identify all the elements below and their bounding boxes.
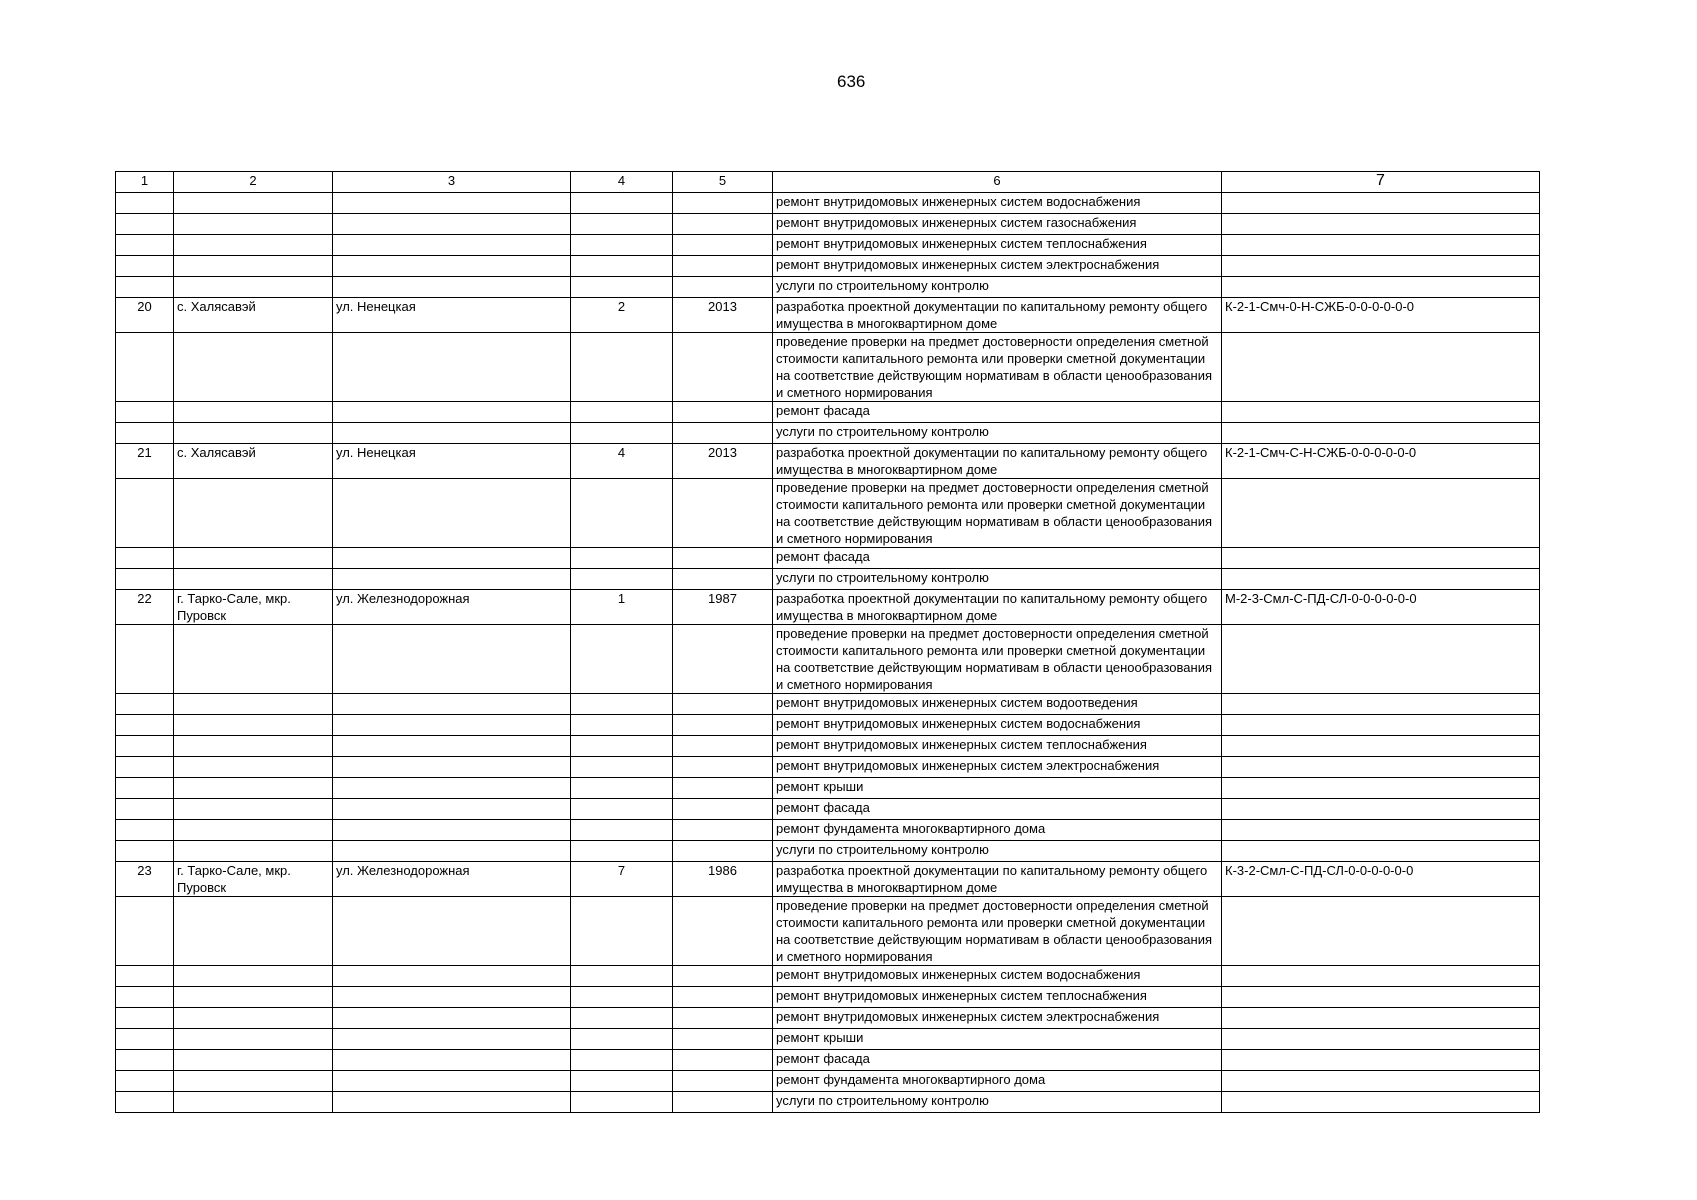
year-cell	[673, 966, 773, 987]
year-cell	[673, 897, 773, 966]
work-type-cell: проведение проверки на предмет достоверности определения сметной стоимости капитального ремонта или проверки сметной документации на соответствие действующим нормативам в области ценообразования и сметного нормирования	[773, 897, 1222, 966]
year-cell	[673, 694, 773, 715]
house-number-cell	[571, 799, 673, 820]
code-cell	[1222, 256, 1540, 277]
header-cell-5: 5	[673, 172, 773, 193]
year-cell	[673, 1050, 773, 1071]
table-row	[116, 799, 1540, 820]
table-row	[116, 987, 1540, 1008]
row-number-cell	[116, 1050, 174, 1071]
year-cell	[673, 277, 773, 298]
settlement-cell	[174, 625, 333, 694]
settlement-cell: г. Тарко-Сале, мкр. Пуровск	[174, 590, 333, 625]
work-type-cell: ремонт фасада	[773, 548, 1222, 569]
table-row	[116, 277, 1540, 298]
work-type-cell: проведение проверки на предмет достоверности определения сметной стоимости капитального ремонта или проверки сметной документации на соответствие действующим нормативам в области ценообразования и сметного нормирования	[773, 625, 1222, 694]
code-cell	[1222, 820, 1540, 841]
row-number-cell	[116, 987, 174, 1008]
house-number-cell: 1	[571, 590, 673, 625]
settlement-cell	[174, 256, 333, 277]
header-cell-1: 1	[116, 172, 174, 193]
settlement-cell	[174, 1050, 333, 1071]
row-number-cell	[116, 402, 174, 423]
code-cell	[1222, 193, 1540, 214]
table-row	[116, 298, 1540, 333]
street-cell	[333, 193, 571, 214]
table-row	[116, 548, 1540, 569]
settlement-cell	[174, 548, 333, 569]
street-cell: ул. Железнодорожная	[333, 590, 571, 625]
row-number-cell	[116, 897, 174, 966]
table-row	[116, 333, 1540, 402]
house-number-cell	[571, 1050, 673, 1071]
house-number-cell	[571, 569, 673, 590]
table-row	[116, 1029, 1540, 1050]
row-number-cell	[116, 193, 174, 214]
work-type-cell: ремонт внутридомовых инженерных систем газоснабжения	[773, 214, 1222, 235]
street-cell	[333, 548, 571, 569]
year-cell	[673, 1008, 773, 1029]
street-cell	[333, 715, 571, 736]
settlement-cell	[174, 214, 333, 235]
year-cell	[673, 1092, 773, 1113]
year-cell	[673, 235, 773, 256]
settlement-cell	[174, 479, 333, 548]
table-row	[116, 841, 1540, 862]
row-number-cell	[116, 235, 174, 256]
house-number-cell	[571, 1071, 673, 1092]
street-cell	[333, 333, 571, 402]
code-cell	[1222, 1008, 1540, 1029]
house-number-cell	[571, 333, 673, 402]
settlement-cell	[174, 569, 333, 590]
street-cell	[333, 569, 571, 590]
table-row	[116, 736, 1540, 757]
settlement-cell	[174, 715, 333, 736]
house-number-cell	[571, 277, 673, 298]
table-row	[116, 423, 1540, 444]
work-type-cell: ремонт внутридомовых инженерных систем водоотведения	[773, 694, 1222, 715]
code-cell: К-3-2-Смл-С-ПД-СЛ-0-0-0-0-0-0	[1222, 862, 1540, 897]
year-cell	[673, 423, 773, 444]
work-type-cell: ремонт крыши	[773, 778, 1222, 799]
row-number-cell	[116, 256, 174, 277]
code-cell	[1222, 715, 1540, 736]
work-type-cell: услуги по строительному контролю	[773, 569, 1222, 590]
table-row	[116, 694, 1540, 715]
settlement-cell	[174, 1008, 333, 1029]
work-type-cell: ремонт внутридомовых инженерных систем водоснабжения	[773, 715, 1222, 736]
house-number-cell	[571, 548, 673, 569]
house-number-cell	[571, 625, 673, 694]
settlement-cell	[174, 1092, 333, 1113]
table-row	[116, 444, 1540, 479]
street-cell	[333, 277, 571, 298]
table-row	[116, 820, 1540, 841]
code-cell	[1222, 479, 1540, 548]
work-type-cell: ремонт внутридомовых инженерных систем теплоснабжения	[773, 736, 1222, 757]
table-row	[116, 862, 1540, 897]
year-cell: 1987	[673, 590, 773, 625]
row-number-cell	[116, 820, 174, 841]
house-number-cell	[571, 694, 673, 715]
street-cell: ул. Железнодорожная	[333, 862, 571, 897]
street-cell	[333, 1050, 571, 1071]
house-number-cell	[571, 897, 673, 966]
row-number-cell	[116, 214, 174, 235]
settlement-cell	[174, 402, 333, 423]
settlement-cell	[174, 966, 333, 987]
street-cell	[333, 820, 571, 841]
year-cell	[673, 256, 773, 277]
street-cell: ул. Ненецкая	[333, 444, 571, 479]
row-number-cell	[116, 1092, 174, 1113]
year-cell	[673, 479, 773, 548]
work-type-cell: проведение проверки на предмет достоверности определения сметной стоимости капитального ремонта или проверки сметной документации на соответствие действующим нормативам в области ценообразования и сметного нормирования	[773, 333, 1222, 402]
code-cell	[1222, 757, 1540, 778]
house-number-cell	[571, 479, 673, 548]
works-table	[115, 171, 1540, 1113]
code-cell	[1222, 1092, 1540, 1113]
code-cell	[1222, 235, 1540, 256]
settlement-cell	[174, 193, 333, 214]
house-number-cell	[571, 214, 673, 235]
work-type-cell: проведение проверки на предмет достоверности определения сметной стоимости капитального ремонта или проверки сметной документации на соответствие действующим нормативам в области ценообразования и сметного нормирования	[773, 479, 1222, 548]
work-type-cell: услуги по строительному контролю	[773, 1092, 1222, 1113]
settlement-cell	[174, 736, 333, 757]
header-cell-7: 7	[1222, 172, 1540, 193]
code-cell	[1222, 799, 1540, 820]
work-type-cell: услуги по строительному контролю	[773, 841, 1222, 862]
street-cell	[333, 1092, 571, 1113]
table-row	[116, 778, 1540, 799]
house-number-cell	[571, 1029, 673, 1050]
code-cell	[1222, 841, 1540, 862]
row-number-cell	[116, 333, 174, 402]
work-type-cell: ремонт фасада	[773, 799, 1222, 820]
work-type-cell: ремонт внутридомовых инженерных систем электроснабжения	[773, 1008, 1222, 1029]
code-cell	[1222, 1071, 1540, 1092]
street-cell	[333, 1029, 571, 1050]
street-cell	[333, 479, 571, 548]
table-row	[116, 1008, 1540, 1029]
settlement-cell	[174, 799, 333, 820]
street-cell	[333, 1008, 571, 1029]
year-cell: 2013	[673, 298, 773, 333]
year-cell	[673, 548, 773, 569]
row-number-cell	[116, 966, 174, 987]
table-row	[116, 193, 1540, 214]
street-cell	[333, 694, 571, 715]
table-row	[116, 256, 1540, 277]
work-type-cell: ремонт фасада	[773, 1050, 1222, 1071]
table-row	[116, 214, 1540, 235]
year-cell	[673, 841, 773, 862]
table-row	[116, 1071, 1540, 1092]
work-type-cell: услуги по строительному контролю	[773, 423, 1222, 444]
street-cell	[333, 625, 571, 694]
row-number-cell	[116, 1029, 174, 1050]
code-cell	[1222, 1050, 1540, 1071]
street-cell	[333, 841, 571, 862]
year-cell	[673, 799, 773, 820]
row-number-cell	[116, 479, 174, 548]
code-cell	[1222, 423, 1540, 444]
table-body	[116, 172, 1540, 1113]
settlement-cell	[174, 897, 333, 966]
code-cell	[1222, 625, 1540, 694]
settlement-cell	[174, 841, 333, 862]
work-type-cell: ремонт внутридомовых инженерных систем теплоснабжения	[773, 235, 1222, 256]
work-type-cell: ремонт внутридомовых инженерных систем электроснабжения	[773, 757, 1222, 778]
street-cell	[333, 897, 571, 966]
house-number-cell	[571, 820, 673, 841]
street-cell	[333, 256, 571, 277]
settlement-cell	[174, 235, 333, 256]
row-number-cell	[116, 548, 174, 569]
year-cell	[673, 757, 773, 778]
house-number-cell	[571, 402, 673, 423]
header-cell-2: 2	[174, 172, 333, 193]
code-cell	[1222, 987, 1540, 1008]
row-number-cell	[116, 841, 174, 862]
settlement-cell	[174, 778, 333, 799]
work-type-cell: разработка проектной документации по капитальному ремонту общего имущества в многоквартирном доме	[773, 590, 1222, 625]
work-type-cell: ремонт фасада	[773, 402, 1222, 423]
row-number-cell	[116, 625, 174, 694]
row-number-cell	[116, 694, 174, 715]
house-number-cell	[571, 757, 673, 778]
code-cell	[1222, 277, 1540, 298]
table-row	[116, 966, 1540, 987]
row-number-cell	[116, 569, 174, 590]
table-row	[116, 569, 1540, 590]
code-cell	[1222, 548, 1540, 569]
house-number-cell	[571, 1092, 673, 1113]
table-row	[116, 757, 1540, 778]
house-number-cell	[571, 715, 673, 736]
year-cell: 2013	[673, 444, 773, 479]
row-number-cell	[116, 778, 174, 799]
code-cell: К-2-1-Смч-0-Н-СЖБ-0-0-0-0-0-0	[1222, 298, 1540, 333]
house-number-cell	[571, 235, 673, 256]
code-cell	[1222, 569, 1540, 590]
year-cell	[673, 193, 773, 214]
table-row	[116, 590, 1540, 625]
year-cell	[673, 778, 773, 799]
settlement-cell	[174, 694, 333, 715]
settlement-cell: с. Халясавэй	[174, 444, 333, 479]
row-number-cell	[116, 799, 174, 820]
year-cell	[673, 333, 773, 402]
work-type-cell: ремонт крыши	[773, 1029, 1222, 1050]
table-row	[116, 625, 1540, 694]
street-cell	[333, 423, 571, 444]
work-type-cell: разработка проектной документации по капитальному ремонту общего имущества в многоквартирном доме	[773, 444, 1222, 479]
table-row	[116, 235, 1540, 256]
street-cell: ул. Ненецкая	[333, 298, 571, 333]
code-cell	[1222, 333, 1540, 402]
table-row	[116, 897, 1540, 966]
settlement-cell	[174, 820, 333, 841]
year-cell	[673, 715, 773, 736]
street-cell	[333, 966, 571, 987]
row-number-cell	[116, 736, 174, 757]
code-cell: К-2-1-Смч-С-Н-СЖБ-0-0-0-0-0-0	[1222, 444, 1540, 479]
work-type-cell: разработка проектной документации по капитальному ремонту общего имущества в многоквартирном доме	[773, 862, 1222, 897]
house-number-cell: 7	[571, 862, 673, 897]
year-cell	[673, 625, 773, 694]
row-number-cell: 23	[116, 862, 174, 897]
settlement-cell	[174, 277, 333, 298]
code-cell	[1222, 736, 1540, 757]
street-cell	[333, 757, 571, 778]
row-number-cell	[116, 715, 174, 736]
settlement-cell: г. Тарко-Сале, мкр. Пуровск	[174, 862, 333, 897]
house-number-cell	[571, 256, 673, 277]
house-number-cell	[571, 736, 673, 757]
settlement-cell	[174, 1071, 333, 1092]
table-row	[116, 479, 1540, 548]
house-number-cell	[571, 778, 673, 799]
work-type-cell: услуги по строительному контролю	[773, 277, 1222, 298]
year-cell	[673, 402, 773, 423]
street-cell	[333, 987, 571, 1008]
table-row	[116, 1050, 1540, 1071]
settlement-cell: с. Халясавэй	[174, 298, 333, 333]
work-type-cell: ремонт внутридомовых инженерных систем электроснабжения	[773, 256, 1222, 277]
street-cell	[333, 402, 571, 423]
header-cell-6: 6	[773, 172, 1222, 193]
house-number-cell	[571, 966, 673, 987]
year-cell	[673, 1029, 773, 1050]
year-cell: 1986	[673, 862, 773, 897]
row-number-cell: 22	[116, 590, 174, 625]
code-cell: М-2-3-Смл-С-ПД-СЛ-0-0-0-0-0-0	[1222, 590, 1540, 625]
house-number-cell	[571, 987, 673, 1008]
code-cell	[1222, 214, 1540, 235]
house-number-cell: 2	[571, 298, 673, 333]
header-cell-4: 4	[571, 172, 673, 193]
code-cell	[1222, 897, 1540, 966]
house-number-cell	[571, 841, 673, 862]
work-type-cell: ремонт внутридомовых инженерных систем водоснабжения	[773, 966, 1222, 987]
house-number-cell	[571, 193, 673, 214]
house-number-cell	[571, 1008, 673, 1029]
street-cell	[333, 214, 571, 235]
work-type-cell: ремонт внутридомовых инженерных систем водоснабжения	[773, 193, 1222, 214]
settlement-cell	[174, 987, 333, 1008]
settlement-cell	[174, 333, 333, 402]
year-cell	[673, 987, 773, 1008]
work-type-cell: разработка проектной документации по капитальному ремонту общего имущества в многоквартирном доме	[773, 298, 1222, 333]
header-cell-3: 3	[333, 172, 571, 193]
work-type-cell: ремонт фундамента многоквартирного дома	[773, 1071, 1222, 1092]
code-cell	[1222, 694, 1540, 715]
table-row	[116, 402, 1540, 423]
year-cell	[673, 820, 773, 841]
work-type-cell: ремонт внутридомовых инженерных систем теплоснабжения	[773, 987, 1222, 1008]
work-type-cell: ремонт фундамента многоквартирного дома	[773, 820, 1222, 841]
code-cell	[1222, 1029, 1540, 1050]
house-number-cell	[571, 423, 673, 444]
settlement-cell	[174, 757, 333, 778]
street-cell	[333, 1071, 571, 1092]
row-number-cell: 20	[116, 298, 174, 333]
year-cell	[673, 1071, 773, 1092]
settlement-cell	[174, 423, 333, 444]
row-number-cell	[116, 423, 174, 444]
street-cell	[333, 799, 571, 820]
page-number-text: 636	[837, 72, 866, 91]
year-cell	[673, 569, 773, 590]
settlement-cell	[174, 1029, 333, 1050]
year-cell	[673, 736, 773, 757]
street-cell	[333, 235, 571, 256]
street-cell	[333, 736, 571, 757]
code-cell	[1222, 402, 1540, 423]
year-cell	[673, 214, 773, 235]
row-number-cell	[116, 757, 174, 778]
row-number-cell	[116, 1071, 174, 1092]
row-number-cell	[116, 1008, 174, 1029]
row-number-cell	[116, 277, 174, 298]
table-row	[116, 715, 1540, 736]
table-header-row	[116, 172, 1540, 193]
code-cell	[1222, 966, 1540, 987]
table-row	[116, 1092, 1540, 1113]
house-number-cell: 4	[571, 444, 673, 479]
row-number-cell: 21	[116, 444, 174, 479]
code-cell	[1222, 778, 1540, 799]
street-cell	[333, 778, 571, 799]
